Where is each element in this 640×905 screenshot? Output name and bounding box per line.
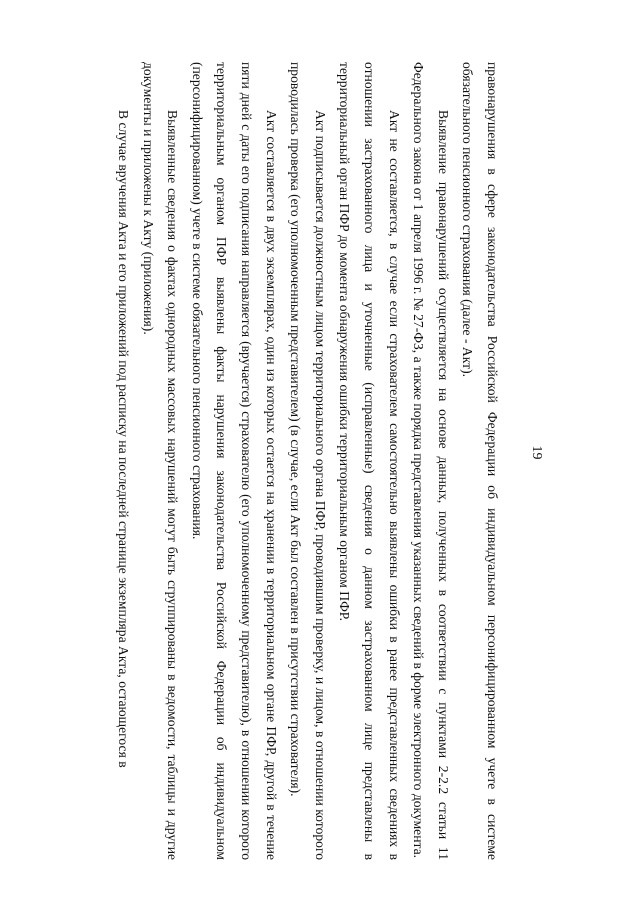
paragraph-7: В случае вручения Акта и его приложений под расписку на последней странице экземпляра Акта, остающегося в: [116, 110, 132, 768]
paragraph-1: правонарушения в сфере законодательства Российской Федерации об индивидуальном персонифицированном учете в системе обязательного пенсионного страхования (далее - Акт).: [460, 62, 500, 860]
paragraph-2: Выявление правонарушений осуществляется на основе данных, полученных в соответствии с пунктами 2-2.2 статьи 11 Федерального закона от 1 апреля 1996 г. № 27-ФЗ, а также порядка представления указанных сведений в форме электронного документа.: [411, 62, 451, 860]
paragraph-4: Акт подписывается должностным лицом территориального органа ПФР, проводившим проверку, и лицом, в отношении которого проводилась проверка (его уполномоченным представителем) (в случае, если Акт был составлен в присутствии страхователя).: [288, 62, 328, 860]
page-number: 19: [529, 445, 544, 460]
paragraph-6: Выявленные сведения о фактах однородных массовых нарушений могут быть сгруппированы в ведомости, таблицы и другие документы и приложены к Акту (приложения).: [140, 62, 181, 860]
paragraph-5: Акт составляется в двух экземплярах, один из которых остается на хранении в территориальном органе ПФР, другой в течение пяти дней с даты его подписания направляется (вручается) страхователю (его уполномоченному представителю), в отношении которого территориальным органом ПФР выявлены факты нарушения законодательства Российской Федерации об индивидуальном (персонифицированном) учете в системе обязательного пенсионного страхования.: [189, 62, 279, 860]
paragraph-3: Акт не составляется, в случае если страхователем самостоятельно выявлены ошибки в ранее представленных сведениях в отношении застрахованного лица и уточненные (исправленные) сведения о данном застрахованном лице представлены в территориальный орган ПФР до момента обнаружения ошибки территориальным органом ПФР.: [337, 62, 402, 860]
document-body: [111, 62, 505, 860]
